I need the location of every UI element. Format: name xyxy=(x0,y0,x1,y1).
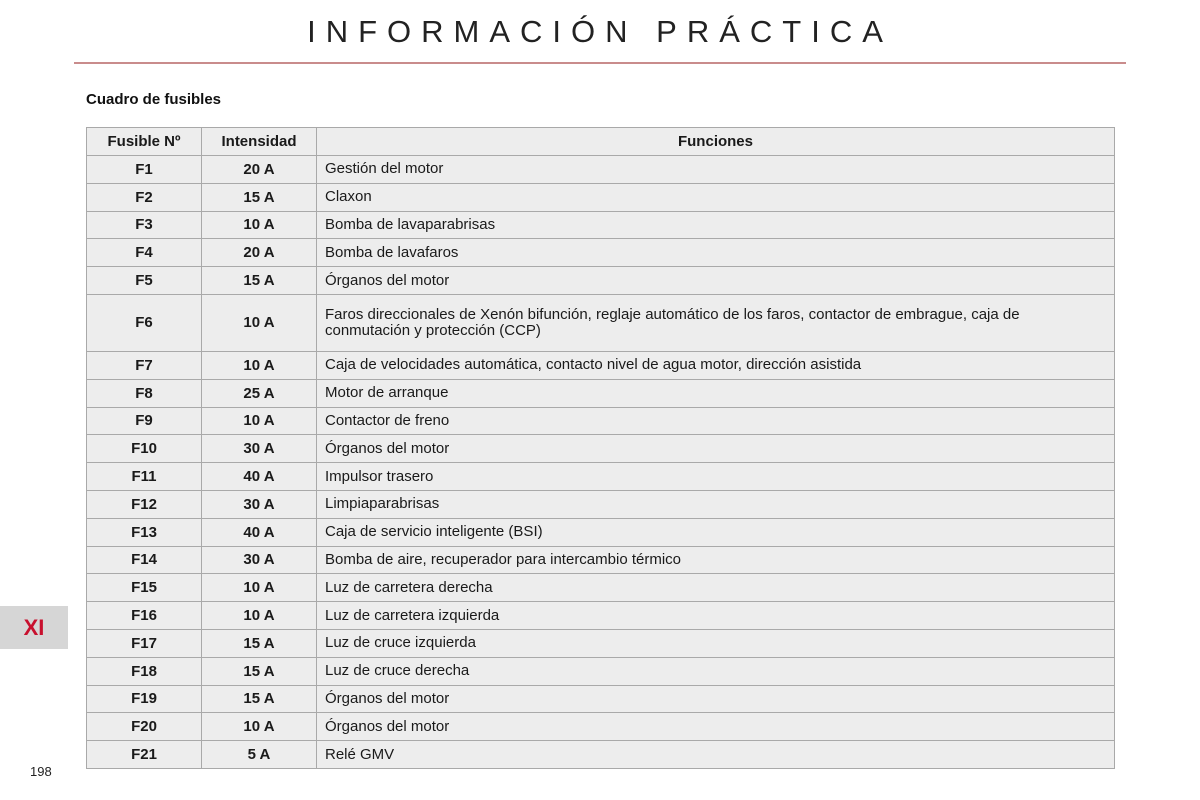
function-cell: Motor de arranque xyxy=(317,379,1115,407)
amperage-cell: 15 A xyxy=(202,685,317,713)
fuse-number-cell: F2 xyxy=(87,183,202,211)
fuse-number-cell: F3 xyxy=(87,211,202,239)
amperage-cell: 10 A xyxy=(202,713,317,741)
function-cell: Órganos del motor xyxy=(317,435,1115,463)
table-row xyxy=(87,463,1115,491)
table-row xyxy=(87,685,1115,713)
fuse-number-cell: F1 xyxy=(87,156,202,184)
fuse-number-cell: F21 xyxy=(87,741,202,769)
function-cell: Luz de carretera izquierda xyxy=(317,602,1115,630)
fuse-number-cell: F11 xyxy=(87,463,202,491)
table-row xyxy=(87,518,1115,546)
amperage-cell: 20 A xyxy=(202,156,317,184)
fuse-number-cell: F6 xyxy=(87,294,202,351)
fuse-number-cell: F5 xyxy=(87,267,202,295)
table-row xyxy=(87,741,1115,769)
fuse-number-cell: F18 xyxy=(87,657,202,685)
table-row xyxy=(87,435,1115,463)
fuse-number-cell: F4 xyxy=(87,239,202,267)
function-cell: Luz de cruce izquierda xyxy=(317,629,1115,657)
fuse-number-cell: F9 xyxy=(87,407,202,435)
fuse-number-cell: F12 xyxy=(87,490,202,518)
amperage-cell: 15 A xyxy=(202,629,317,657)
function-cell: Gestión del motor xyxy=(317,156,1115,184)
fuse-number-cell: F10 xyxy=(87,435,202,463)
amperage-cell: 30 A xyxy=(202,490,317,518)
title-divider xyxy=(74,62,1126,64)
fuse-number-cell: F19 xyxy=(87,685,202,713)
column-header-amperage: Intensidad xyxy=(202,128,317,156)
fuse-number-cell: F8 xyxy=(87,379,202,407)
table-row xyxy=(87,211,1115,239)
function-cell: Contactor de freno xyxy=(317,407,1115,435)
table-row xyxy=(87,629,1115,657)
amperage-cell: 10 A xyxy=(202,294,317,351)
section-heading: Cuadro de fusibles xyxy=(86,91,222,108)
table-row xyxy=(87,546,1115,574)
table-header-row xyxy=(87,128,1115,156)
function-cell: Faros direccionales de Xenón bifunción, reglaje automático de los faros, contactor de embrague, caja de conmutación y protección (CCP) xyxy=(317,294,1115,351)
column-header-fuse-number: Fusible Nº xyxy=(87,128,202,156)
page-number: 198 xyxy=(30,764,52,779)
function-cell: Caja de servicio inteligente (BSI) xyxy=(317,518,1115,546)
page-title: INFORMACIÓN PRÁCTICA xyxy=(307,14,893,49)
amperage-cell: 25 A xyxy=(202,379,317,407)
fuse-number-cell: F14 xyxy=(87,546,202,574)
fuse-number-cell: F7 xyxy=(87,351,202,379)
column-header-functions: Funciones xyxy=(317,128,1115,156)
table-row xyxy=(87,156,1115,184)
table-row xyxy=(87,602,1115,630)
table-row xyxy=(87,657,1115,685)
amperage-cell: 15 A xyxy=(202,657,317,685)
amperage-cell: 10 A xyxy=(202,211,317,239)
table-row xyxy=(87,379,1115,407)
function-cell: Claxon xyxy=(317,183,1115,211)
amperage-cell: 10 A xyxy=(202,574,317,602)
function-cell: Impulsor trasero xyxy=(317,463,1115,491)
table-row xyxy=(87,490,1115,518)
amperage-cell: 20 A xyxy=(202,239,317,267)
function-cell: Órganos del motor xyxy=(317,267,1115,295)
amperage-cell: 30 A xyxy=(202,435,317,463)
function-cell: Luz de cruce derecha xyxy=(317,657,1115,685)
fuse-number-cell: F16 xyxy=(87,602,202,630)
table-row xyxy=(87,574,1115,602)
fuse-number-cell: F13 xyxy=(87,518,202,546)
fuse-number-cell: F15 xyxy=(87,574,202,602)
table-row xyxy=(87,351,1115,379)
amperage-cell: 30 A xyxy=(202,546,317,574)
function-cell: Órganos del motor xyxy=(317,685,1115,713)
fuse-table xyxy=(86,127,1115,769)
chapter-tab: XI xyxy=(0,606,68,649)
table-row xyxy=(87,239,1115,267)
table-row xyxy=(87,183,1115,211)
function-cell: Caja de velocidades automática, contacto nivel de agua motor, dirección asistida xyxy=(317,351,1115,379)
function-cell: Bomba de lavafaros xyxy=(317,239,1115,267)
amperage-cell: 10 A xyxy=(202,602,317,630)
function-cell: Luz de carretera derecha xyxy=(317,574,1115,602)
amperage-cell: 10 A xyxy=(202,351,317,379)
table-row xyxy=(87,267,1115,295)
table-row xyxy=(87,407,1115,435)
amperage-cell: 15 A xyxy=(202,183,317,211)
function-cell: Bomba de lavaparabrisas xyxy=(317,211,1115,239)
function-cell: Limpiaparabrisas xyxy=(317,490,1115,518)
amperage-cell: 40 A xyxy=(202,518,317,546)
function-cell: Bomba de aire, recuperador para intercambio térmico xyxy=(317,546,1115,574)
function-cell: Relé GMV xyxy=(317,741,1115,769)
table-row xyxy=(87,294,1115,351)
amperage-cell: 15 A xyxy=(202,267,317,295)
table-row xyxy=(87,713,1115,741)
amperage-cell: 10 A xyxy=(202,407,317,435)
fuse-number-cell: F20 xyxy=(87,713,202,741)
fuse-number-cell: F17 xyxy=(87,629,202,657)
function-cell: Órganos del motor xyxy=(317,713,1115,741)
amperage-cell: 40 A xyxy=(202,463,317,491)
amperage-cell: 5 A xyxy=(202,741,317,769)
